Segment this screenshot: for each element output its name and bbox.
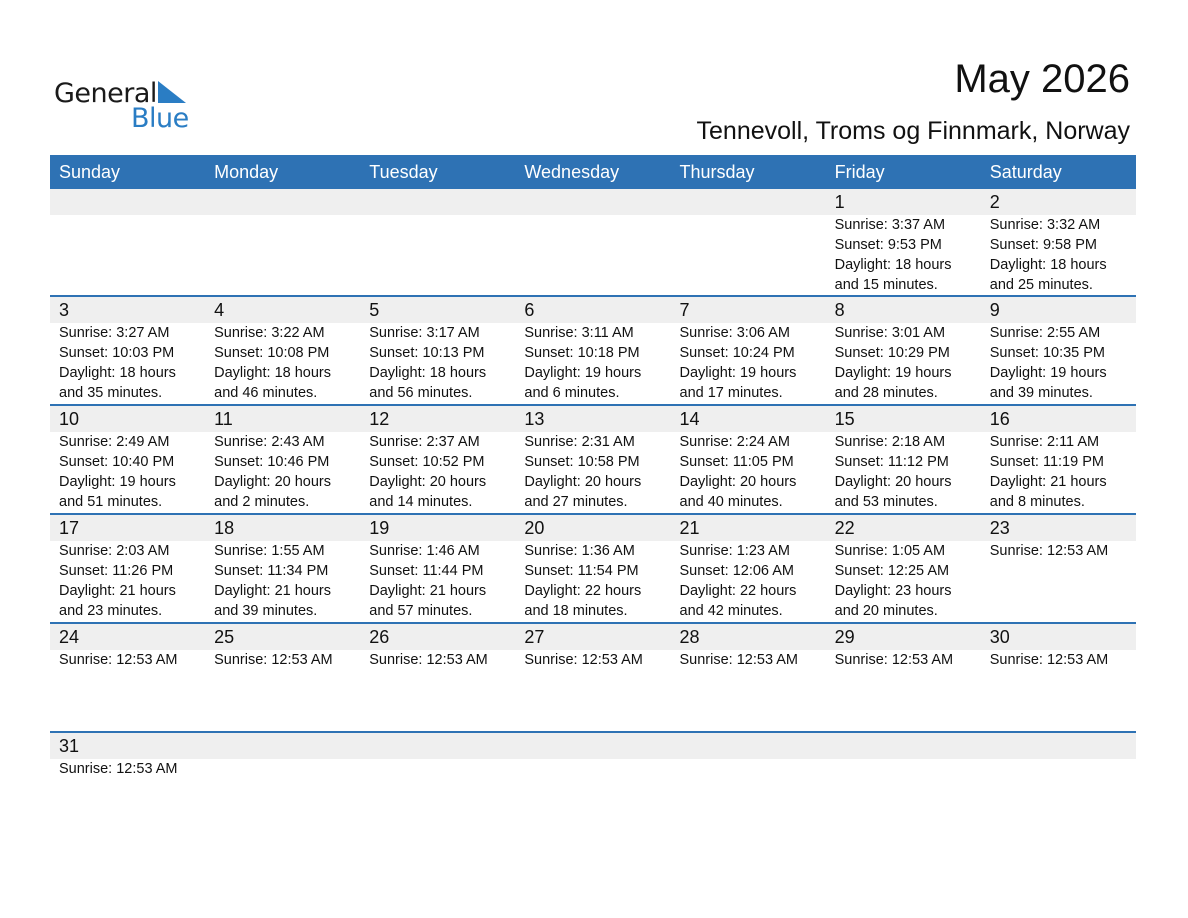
sun-info-line: and 23 minutes. <box>59 603 163 619</box>
sun-info-line: Daylight: 18 hours <box>214 365 331 381</box>
sun-info-line: Daylight: 20 hours <box>214 474 331 490</box>
sun-info-line: Sunrise: 12:53 AM <box>834 652 954 668</box>
day-cell <box>205 515 360 621</box>
sun-info-line: Sunrise: 1:05 AM <box>834 543 946 559</box>
sun-info-line: and 56 minutes. <box>369 385 473 401</box>
day-number: 8 <box>834 300 845 320</box>
weekday-monday: Monday <box>214 162 279 182</box>
sun-info-line: Sunrise: 3:37 AM <box>834 217 946 233</box>
day-number <box>680 189 826 215</box>
date-band <box>50 733 1136 759</box>
day-number: 26 <box>369 627 390 647</box>
sun-info-line: Sunrise: 1:46 AM <box>369 543 480 559</box>
sun-info-line: Sunrise: 3:27 AM <box>59 325 170 341</box>
sun-info-line: Daylight: 19 hours <box>989 365 1107 381</box>
day-number: 9 <box>989 300 1000 320</box>
day-cell <box>981 624 1136 670</box>
sun-info-line: Daylight: 21 hours <box>59 583 176 599</box>
sun-info-line: Sunrise: 12:53 AM <box>59 652 178 668</box>
day-number: 29 <box>834 627 855 647</box>
sun-info-line: Daylight: 19 hours <box>524 365 642 381</box>
weekday-thursday: Thursday <box>679 162 755 182</box>
week-row <box>50 295 1136 403</box>
sun-info-line: Sunrise: 3:11 AM <box>524 325 634 341</box>
day-number: 21 <box>679 518 700 538</box>
sun-info-line: Daylight: 21 hours <box>369 583 487 599</box>
day-number: 18 <box>214 518 235 538</box>
day-number: 24 <box>59 627 80 647</box>
sun-info-line: and 35 minutes. <box>59 385 163 401</box>
sun-info-line: Sunset: 9:53 PM <box>834 237 942 253</box>
sun-info-line: and 57 minutes. <box>369 603 473 619</box>
sun-info-line: Sunrise: 1:23 AM <box>679 543 790 559</box>
week-row <box>50 622 1136 670</box>
day-cell <box>360 189 515 295</box>
day-cell <box>515 515 670 621</box>
day-number: 20 <box>524 518 545 538</box>
month-title: May 2026 <box>954 57 1130 101</box>
sun-info-line: Daylight: 22 hours <box>679 583 797 599</box>
sun-info-line: and 27 minutes. <box>524 494 628 510</box>
sun-info-line: Daylight: 22 hours <box>524 583 642 599</box>
sun-info-line: Sunrise: 2:43 AM <box>214 434 325 450</box>
day-cell <box>515 624 670 670</box>
day-number: 19 <box>369 518 390 538</box>
day-number: 7 <box>679 300 690 320</box>
sun-info-line: Sunset: 9:58 PM <box>989 237 1097 253</box>
sun-info-line: Daylight: 20 hours <box>369 474 487 490</box>
sun-info-line: Sunset: 11:19 PM <box>989 454 1104 470</box>
day-cell <box>360 297 515 403</box>
sun-info-line: and 39 minutes. <box>989 385 1093 401</box>
day-cell <box>515 297 670 403</box>
day-cell <box>50 406 205 512</box>
weekday-saturday: Saturday <box>989 162 1062 182</box>
day-cell <box>671 297 826 403</box>
day-number <box>214 189 360 215</box>
sun-info-line: Sunrise: 2:03 AM <box>59 543 170 559</box>
sun-info-line: Sunrise: 12:53 AM <box>989 543 1109 559</box>
sun-info-line: Sunset: 10:03 PM <box>59 345 175 361</box>
sun-info-line: and 17 minutes. <box>679 385 783 401</box>
sun-info-line: Sunset: 10:52 PM <box>369 454 485 470</box>
day-cell <box>205 406 360 512</box>
sun-info-line: Sunrise: 12:53 AM <box>59 761 178 777</box>
day-cell <box>826 624 981 670</box>
day-number: 3 <box>59 300 70 320</box>
sun-info-line: Daylight: 19 hours <box>679 365 797 381</box>
day-cell <box>205 189 360 295</box>
day-cell <box>50 189 205 295</box>
day-cell <box>50 624 205 670</box>
sun-info-line: and 25 minutes. <box>989 277 1093 293</box>
day-number: 22 <box>834 518 855 538</box>
week-row <box>50 513 1136 621</box>
sun-info-line: and 40 minutes. <box>679 494 783 510</box>
day-number <box>369 189 515 215</box>
sun-info-line: Sunset: 12:25 AM <box>834 563 950 579</box>
sun-info-line: Daylight: 23 hours <box>834 583 952 599</box>
sun-info-line: Sunset: 10:46 PM <box>214 454 330 470</box>
sun-info-line: Sunset: 11:26 PM <box>59 563 174 579</box>
sun-info-line: Sunset: 12:06 AM <box>679 563 794 579</box>
sun-info-line: and 51 minutes. <box>59 494 163 510</box>
sun-info-line: and 28 minutes. <box>834 385 938 401</box>
day-number: 13 <box>524 409 545 429</box>
location-subtitle: Tennevoll, Troms og Finnmark, Norway <box>696 117 1130 145</box>
day-cell <box>826 189 981 295</box>
sun-info-line: Sunrise: 2:24 AM <box>679 434 790 450</box>
sun-info-line: Sunset: 10:08 PM <box>214 345 330 361</box>
week-row <box>50 404 1136 512</box>
day-cell <box>50 733 205 779</box>
sun-info-line: Sunset: 11:34 PM <box>214 563 329 579</box>
day-number: 1 <box>834 192 845 212</box>
day-number: 12 <box>369 409 390 429</box>
day-cell <box>981 406 1136 512</box>
sun-info-line: and 18 minutes. <box>524 603 628 619</box>
sun-info-line: Sunrise: 12:53 AM <box>989 652 1109 668</box>
day-number: 15 <box>834 409 855 429</box>
sun-info-line: Sunset: 11:12 PM <box>834 454 949 470</box>
sun-info-line: Sunrise: 12:53 AM <box>524 652 643 668</box>
day-number: 14 <box>679 409 700 429</box>
sun-info-line: Daylight: 18 hours <box>59 365 176 381</box>
day-cell <box>671 624 826 670</box>
sun-info-line: Sunset: 10:40 PM <box>59 454 175 470</box>
logo-text-general: General <box>54 78 157 109</box>
sun-info-line: Daylight: 20 hours <box>679 474 797 490</box>
weekday-tuesday: Tuesday <box>369 162 438 182</box>
day-cell <box>515 406 670 512</box>
day-number <box>524 189 670 215</box>
sun-info-line: Sunrise: 3:32 AM <box>989 217 1101 233</box>
sun-info-line: Sunset: 10:24 PM <box>679 345 795 361</box>
day-cell <box>205 297 360 403</box>
sun-info-line: Sunrise: 2:11 AM <box>989 434 1100 450</box>
day-cell <box>671 189 826 295</box>
day-number: 17 <box>59 518 80 538</box>
sun-info-line: Sunset: 11:54 PM <box>524 563 639 579</box>
logo-text-blue: Blue <box>131 103 189 134</box>
weekday-wednesday: Wednesday <box>524 162 620 182</box>
day-cell <box>981 515 1136 621</box>
sun-info-line: Daylight: 21 hours <box>214 583 331 599</box>
day-cell <box>205 624 360 670</box>
sun-info-line: Sunrise: 1:55 AM <box>214 543 325 559</box>
day-cell <box>671 515 826 621</box>
sun-info-line: Daylight: 19 hours <box>59 474 176 490</box>
day-cell <box>826 406 981 512</box>
sun-info-line: Sunrise: 12:53 AM <box>214 652 333 668</box>
day-number <box>59 189 205 215</box>
weekday-sunday: Sunday <box>59 162 121 182</box>
day-number: 27 <box>524 627 545 647</box>
weekday-header <box>50 155 1136 189</box>
day-number: 25 <box>214 627 235 647</box>
day-cell <box>360 515 515 621</box>
sun-info-line: Sunset: 10:58 PM <box>524 454 640 470</box>
day-number: 16 <box>989 409 1010 429</box>
sun-info-line: Sunset: 10:18 PM <box>524 345 640 361</box>
sun-info-line: and 6 minutes. <box>524 385 620 401</box>
day-number: 28 <box>679 627 700 647</box>
day-number: 23 <box>989 518 1010 538</box>
day-number: 30 <box>989 627 1010 647</box>
sun-info-line: and 39 minutes. <box>214 603 318 619</box>
sun-info-line: Sunset: 10:13 PM <box>369 345 485 361</box>
day-cell <box>50 515 205 621</box>
sun-info-line: Sunrise: 2:49 AM <box>59 434 170 450</box>
day-cell <box>981 297 1136 403</box>
sun-info-line: and 15 minutes. <box>834 277 938 293</box>
sun-info-line: Sunrise: 12:53 AM <box>679 652 798 668</box>
day-cell <box>671 406 826 512</box>
sun-info-line: Sunrise: 3:06 AM <box>679 325 790 341</box>
sun-info-line: Sunrise: 3:17 AM <box>369 325 480 341</box>
sun-info-line: and 46 minutes. <box>214 385 318 401</box>
sun-info-line: and 53 minutes. <box>834 494 938 510</box>
day-number: 5 <box>369 300 380 320</box>
sun-info-line: Daylight: 18 hours <box>369 365 487 381</box>
day-cell <box>826 515 981 621</box>
sun-info-line: Sunrise: 2:31 AM <box>524 434 635 450</box>
day-number: 4 <box>214 300 225 320</box>
sun-info-line: Daylight: 18 hours <box>834 257 952 273</box>
sun-info-line: Sunrise: 2:55 AM <box>989 325 1101 341</box>
day-number: 31 <box>59 736 80 756</box>
day-cell <box>981 189 1136 295</box>
sun-info-line: Sunset: 11:05 PM <box>679 454 794 470</box>
general-blue-logo <box>54 78 194 134</box>
day-cell <box>360 624 515 670</box>
week-row <box>50 731 1136 779</box>
day-number: 10 <box>59 409 80 429</box>
sun-info-line: Sunset: 10:29 PM <box>834 345 950 361</box>
sun-info-line: Sunrise: 1:36 AM <box>524 543 635 559</box>
sun-info-line: and 2 minutes. <box>214 494 310 510</box>
day-cell <box>826 297 981 403</box>
sun-info-line: Daylight: 20 hours <box>834 474 952 490</box>
day-number: 11 <box>214 409 233 429</box>
week-row <box>50 189 1136 295</box>
sun-info-line: Sunrise: 2:37 AM <box>369 434 480 450</box>
sun-info-line: and 20 minutes. <box>834 603 938 619</box>
day-number: 6 <box>524 300 535 320</box>
sun-info-line: Sunset: 10:35 PM <box>989 345 1106 361</box>
sun-info-line: Sunrise: 3:01 AM <box>834 325 946 341</box>
sun-info-line: Daylight: 20 hours <box>524 474 642 490</box>
sun-info-line: Sunrise: 3:22 AM <box>214 325 325 341</box>
sun-info-line: Daylight: 21 hours <box>989 474 1107 490</box>
sun-info-line: and 14 minutes. <box>369 494 473 510</box>
sun-info-line: and 42 minutes. <box>679 603 783 619</box>
sun-info-line: Daylight: 19 hours <box>834 365 952 381</box>
day-cell <box>515 189 670 295</box>
day-cell <box>360 406 515 512</box>
day-cell <box>50 297 205 403</box>
sun-info-line: Sunrise: 12:53 AM <box>369 652 488 668</box>
day-number: 2 <box>989 192 1000 212</box>
weekday-friday: Friday <box>834 162 885 182</box>
logo-triangle-icon <box>158 81 188 105</box>
sun-info-line: and 8 minutes. <box>989 494 1085 510</box>
sun-info-line: Sunset: 11:44 PM <box>369 563 484 579</box>
sun-info-line: Sunrise: 2:18 AM <box>834 434 946 450</box>
sun-info-line: Daylight: 18 hours <box>989 257 1107 273</box>
